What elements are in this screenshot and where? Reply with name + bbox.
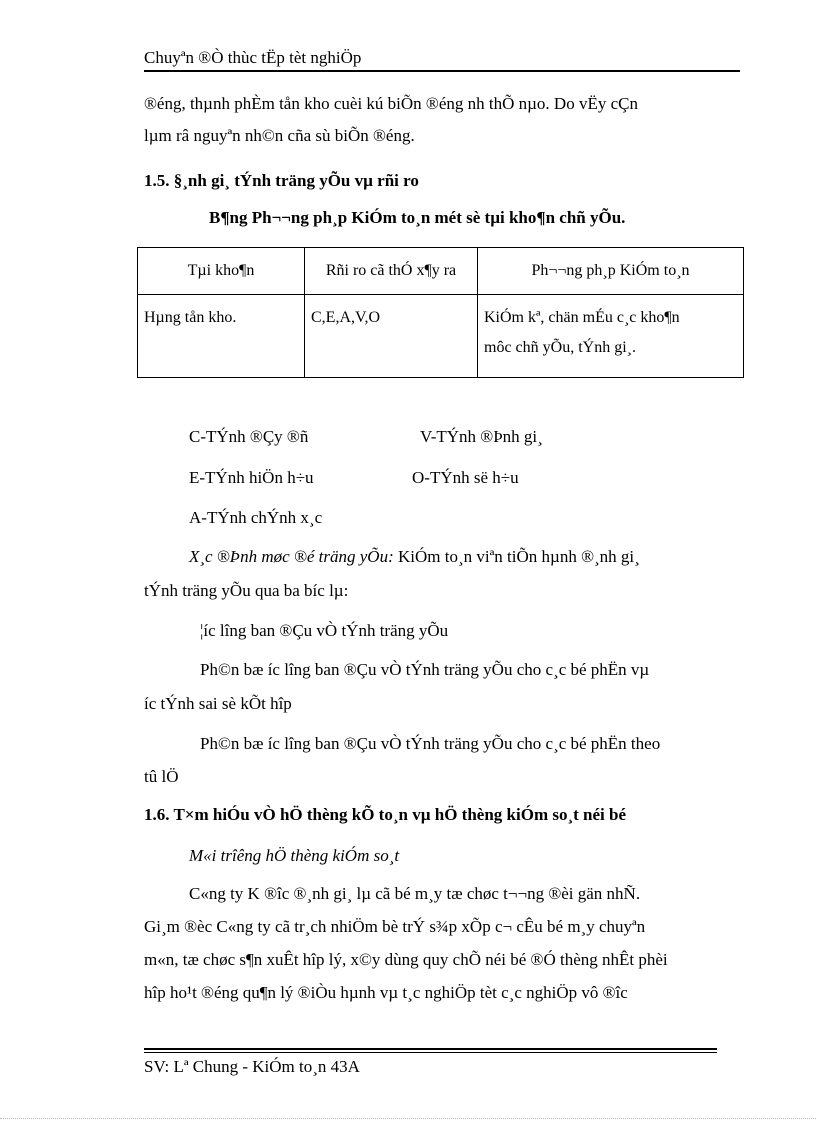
materiality-line-2: tÝnh träng yÕu qua ba bíc lµ: [144,581,349,600]
table-row [138,295,744,378]
section-heading-1-5: 1.5. §¸nh gi¸ tÝnh träng yÕu vµ rñi ro [144,171,419,190]
para-line3: m«n, tæ chøc s¶n xuÊt hîp lý, x©y dùng quy chÕ néi bé ®Ó thèng nhÊt phèi [144,950,668,969]
table-cell-risk [305,295,478,378]
para1-line1: ®éng, thµnh phÈm tån kho cuèi kú biÕn ®éng nh thÕ nµo. Do vËy cÇn [144,94,638,113]
materiality-line-1 [189,547,640,567]
page-bottom-dotted-line [0,1118,816,1119]
footer-rule [144,1048,717,1050]
step-3-line1: Ph©n bæ íc lîng ban ®Çu vÒ tÝnh träng yÕu cho c¸c bé phËn theo [200,734,661,753]
page-footer: SV: Lª Chung - KiÓm to¸n 43A [144,1057,360,1076]
para-line2: Gi¸m ®èc C«ng ty cã tr¸ch nhiÖm bè trÝ s¾p xÕp c¬ cÊu bé m¸y chuyªn [144,917,646,936]
materiality-label: X¸c ®Þnh møc ®é träng yÕu: [189,547,394,566]
table-caption: B¶ng Ph¬¬ng ph¸p KiÓm to¸n mét sè tµi kho¶n chñ yÕu. [209,208,626,227]
step-1: ¦íc lîng ban ®Çu vÒ tÝnh träng yÕu [200,621,449,640]
account-text: Hµng tån kho. [144,309,237,326]
assertion-a: A-TÝnh chÝnh x¸c [189,508,323,527]
risk-text: C,E,A,V,O [311,309,381,326]
assertion-v: V-TÝnh ®Þnh gi¸ [420,427,543,446]
subheading: M«i trîêng hÖ thèng kiÓm so¸t [189,846,400,865]
para-line1: C«ng ty K ®îc ®¸nh gi¸ lµ cã bé m¸y tæ chøc t¬¬ng ®èi gän nhÑ. [189,884,641,903]
assertion-e: E-TÝnh hiÖn h÷u [189,468,314,487]
footer-rule-thin [144,1052,717,1053]
table-header-cell: Ph¬¬ng ph¸p KiÓm to¸n [478,248,744,295]
table-header-cell: Tµi kho¶n [138,248,305,295]
step-2-line1: Ph©n bæ íc lîng ban ®Çu vÒ tÝnh träng yÕu cho c¸c bé phËn vµ [200,660,650,679]
table-header-cell: Rñi ro cã thÓ x¶y ra [305,248,478,295]
page-header: Chuyªn ®Ò thùc tËp tèt nghiÖp [144,48,362,67]
table-header-row [138,248,744,295]
assertion-c: C-TÝnh ®Çy ®ñ [189,427,309,446]
header-rule [144,70,740,72]
step-2-line2: íc tÝnh sai sè kÕt hîp [144,694,292,713]
table-cell-method [478,295,744,378]
table-cell-account [138,295,305,378]
section-heading-1-6: 1.6. T×m hiÓu vÒ hÖ thèng kÕ to¸n vµ hÖ thèng kiÓm so¸t néi bé [144,805,627,824]
method-line-1: KiÓm kª, chän mÉu c¸c kho¶n [484,309,680,326]
assertion-o: O-TÝnh së h÷u [412,468,519,487]
step-3-line2: tû lÖ [144,767,179,786]
para1-line2: lµm râ nguyªn nh©n cña sù biÕn ®éng. [144,126,415,145]
materiality-text: KiÓm to¸n viªn tiÕn hµnh ®¸nh gi¸ [393,547,640,566]
audit-table [137,247,744,378]
para-line4: hîp ho¹t ®éng qu¶n lý ®iÒu hµnh vµ t¸c nghiÖp tèt c¸c nghiÖp vô ®îc [144,983,628,1002]
method-line-2: môc chñ yÕu, tÝnh gi¸. [484,339,636,356]
